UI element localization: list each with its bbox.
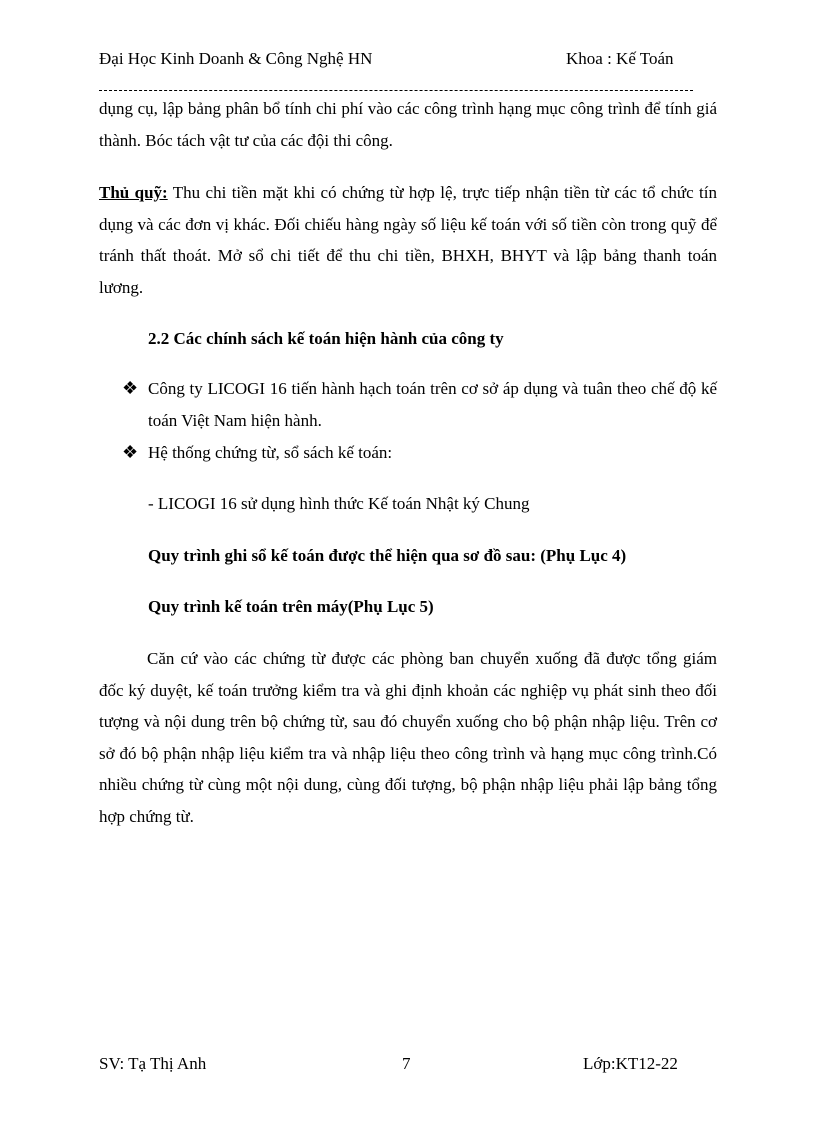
header-faculty: Khoa : Kế Toán (566, 49, 674, 68)
paragraph-continuation: dụng cụ, lập bảng phân bổ tính chi phí vào các công trình hạng mục công trình để tính giá thành. Bóc tách vật tư của các đội thi công. (99, 99, 717, 150)
footer-page-number: 7 (402, 1054, 411, 1073)
bullet-item-1: Công ty LICOGI 16 tiến hành hạch toán trên cơ sở áp dụng và tuân theo chế độ kế toán Việt Nam hiện hành. (148, 379, 717, 430)
dash-item: - LICOGI 16 sử dụng hình thức Kế toán Nhật ký Chung (148, 494, 530, 513)
header-school-name: Đại Học Kinh Doanh & Công Nghệ HN (99, 49, 373, 68)
bold-line-phu-luc-4: Quy trình ghi sổ kế toán được thể hiện qua sơ đồ sau: (Phụ Lục 4) (148, 546, 627, 565)
footer-student-name: SV: Tạ Thị Anh (99, 1054, 207, 1073)
bullet-item-2: Hệ thống chứng từ, sổ sách kế toán: (148, 443, 393, 462)
section-heading: 2.2 Các chính sách kế toán hiện hành của công ty (148, 329, 504, 348)
diamond-bullet-icon: ❖ (122, 378, 139, 398)
header-divider (99, 90, 693, 91)
paragraph-final: Căn cứ vào các chứng từ được các phòng ban chuyển xuống đã được tổng giám đốc ký duyệt, kế toán trưởng kiểm tra và ghi định khoản các nghiệp vụ phát sinh theo đối tượng và nội dung trên bộ chứng từ, sau đó chuyển xuống cho bộ phận nhập liệu. Trên cơ sở đó bộ phận nhập liệu kiểm tra và nhập liệu theo công trình và hạng mục công trình.Có nhiều chứng từ cùng một nội dung, cùng đối tượng, bộ phận nhập liệu phải lập bảng tổng hợp chứng từ. (99, 649, 717, 826)
bold-line-phu-luc-5: Quy trình kế toán trên máy(Phụ Lục 5) (148, 597, 434, 616)
paragraph-thu-quy (99, 177, 717, 303)
footer-class: Lớp:KT12-22 (583, 1054, 678, 1073)
diamond-bullet-icon: ❖ (122, 442, 139, 462)
label-thu-quy: Thủ quỹ: (99, 183, 168, 202)
text-thu-quy: Thu chi tiền mặt khi có chứng từ hợp lệ, trực tiếp nhận tiền từ các tổ chức tín dụng và các đơn vị khác. Đối chiếu hàng ngày số liệu kế toán với số tiền còn trong quỹ để tránh thất thoát. Mở sổ chi tiết để thu chi tiền, BHXH, BHYT và lập bảng thanh toán lương. (99, 183, 717, 297)
